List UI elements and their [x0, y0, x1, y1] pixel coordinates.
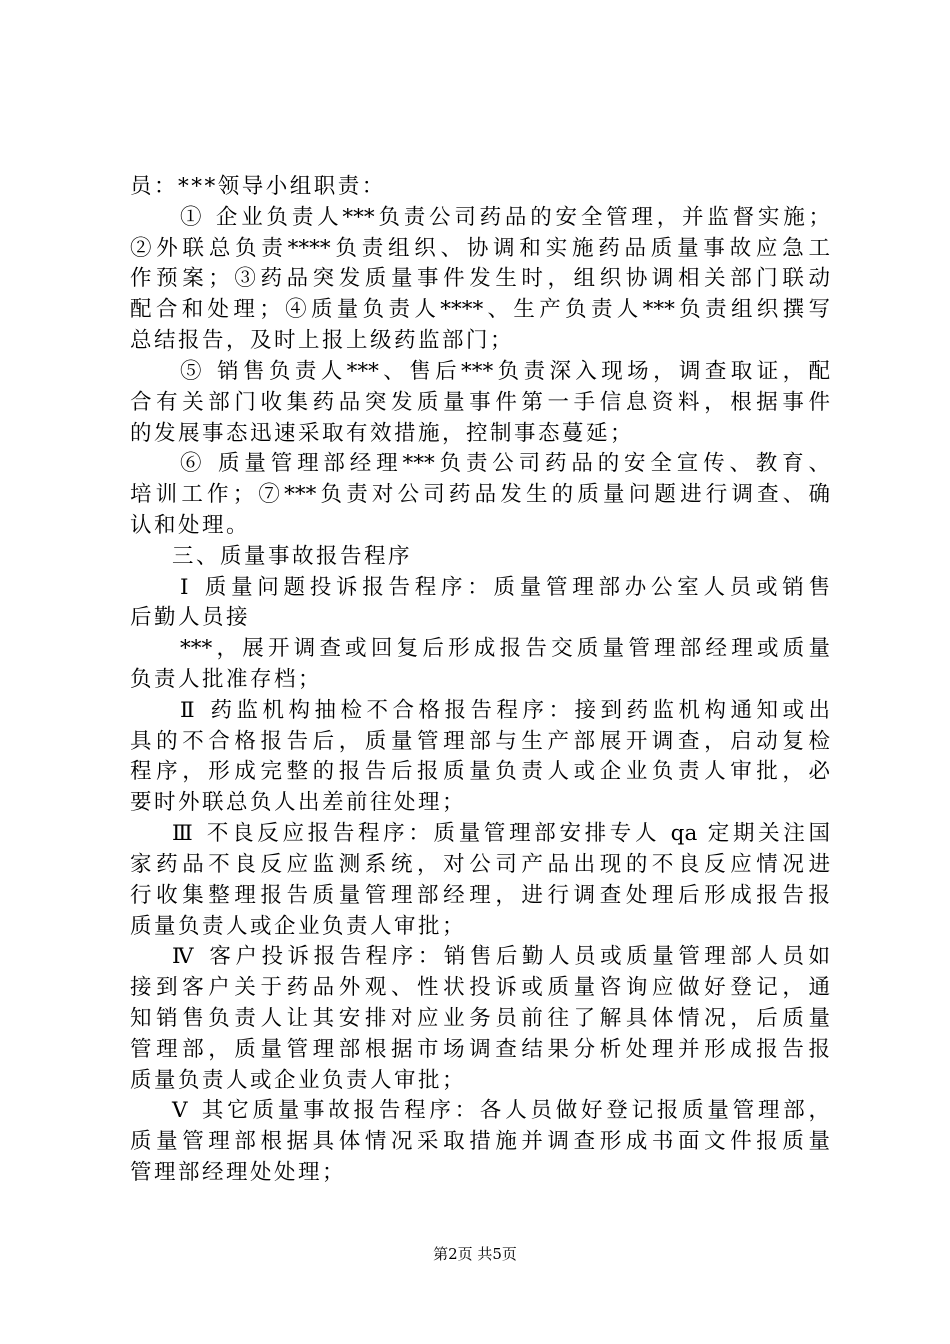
text-line: Ⅰ 质量问题投诉报告程序：质量管理部办公室人员或销售: [180, 575, 830, 600]
section-heading: 三、质量事故报告程序: [172, 544, 413, 569]
text-line: 管理部经理处处理；: [130, 1160, 347, 1185]
text-line: ⑥ 质量管理部经理***负责公司药品的安全宣传、教育、: [180, 451, 830, 476]
text-line: 培训工作；⑦***负责对公司药品发生的质量问题进行调查、确: [130, 482, 830, 507]
text-line: 作预案；③药品突发质量事件发生时，组织协调相关部门联动: [130, 266, 830, 291]
text-line: 家药品不良反应监测系统，对公司产品出现的不良反应情况进: [130, 852, 830, 877]
text-line: 要时外联总负人出差前往处理；: [130, 790, 467, 815]
text-line: 总结报告，及时上报上级药监部门；: [130, 328, 515, 353]
text-line: Ⅴ 其它质量事故报告程序：各人员做好登记报质量管理部，: [172, 1098, 830, 1123]
text-line: 员：***领导小组职责：: [130, 174, 386, 199]
text-line: 接到客户关于药品外观、性状投诉或质量咨询应做好登记，通: [130, 975, 830, 1000]
text-line: 具的不合格报告后，质量管理部与生产部展开调查，启动复检: [130, 729, 830, 754]
page-footer: 第2页 共5页: [433, 1245, 517, 1263]
text-line: 质量负责人或企业负责人审批；: [130, 1068, 467, 1093]
text-line: 认和处理。: [130, 513, 251, 538]
text-line: 程序，形成完整的报告后报质量负责人或企业负责人审批，必: [130, 759, 830, 784]
text-line: ① 企业负责人***负责公司药品的安全管理，并监督实施；: [180, 205, 830, 230]
text-line: Ⅳ 客户投诉报告程序：销售后勤人员或质量管理部人员如: [172, 944, 830, 969]
text-line: 管理部，质量管理部根据市场调查结果分析处理并形成报告报: [130, 1037, 830, 1062]
text-line: ②外联总负责****负责组织、协调和实施药品质量事故应急工: [130, 236, 830, 261]
text-line: 负责人批准存档；: [130, 667, 323, 692]
text-line: 行收集整理报告质量管理部经理，进行调查处理后形成报告报: [130, 883, 830, 908]
text-line: 知销售负责人让其安排对应业务员前往了解具体情况，后质量: [130, 1006, 830, 1031]
text-line: 合有关部门收集药品突发质量事件第一手信息资料，根据事件: [130, 390, 830, 415]
text-line: 配合和处理；④质量负责人****、生产负责人***负责组织撰写: [130, 297, 830, 322]
text-line: 后勤人员接: [130, 605, 251, 630]
text-line: ⑤ 销售负责人***、售后***负责深入现场，调查取证，配: [180, 359, 830, 384]
text-line: 的发展事态迅速采取有效措施，控制事态蔓延；: [130, 421, 635, 446]
text-line: Ⅲ 不良反应报告程序：质量管理部安排专人 qa 定期关注国: [172, 821, 830, 846]
text-line: Ⅱ 药监机构抽检不合格报告程序：接到药监机构通知或出: [180, 698, 830, 723]
text-line: ***，展开调查或回复后形成报告交质量管理部经理或质量: [180, 636, 830, 661]
text-line: 质量管理部根据具体情况采取措施并调查形成书面文件报质量: [130, 1129, 830, 1154]
text-line: 质量负责人或企业负责人审批；: [130, 914, 467, 939]
